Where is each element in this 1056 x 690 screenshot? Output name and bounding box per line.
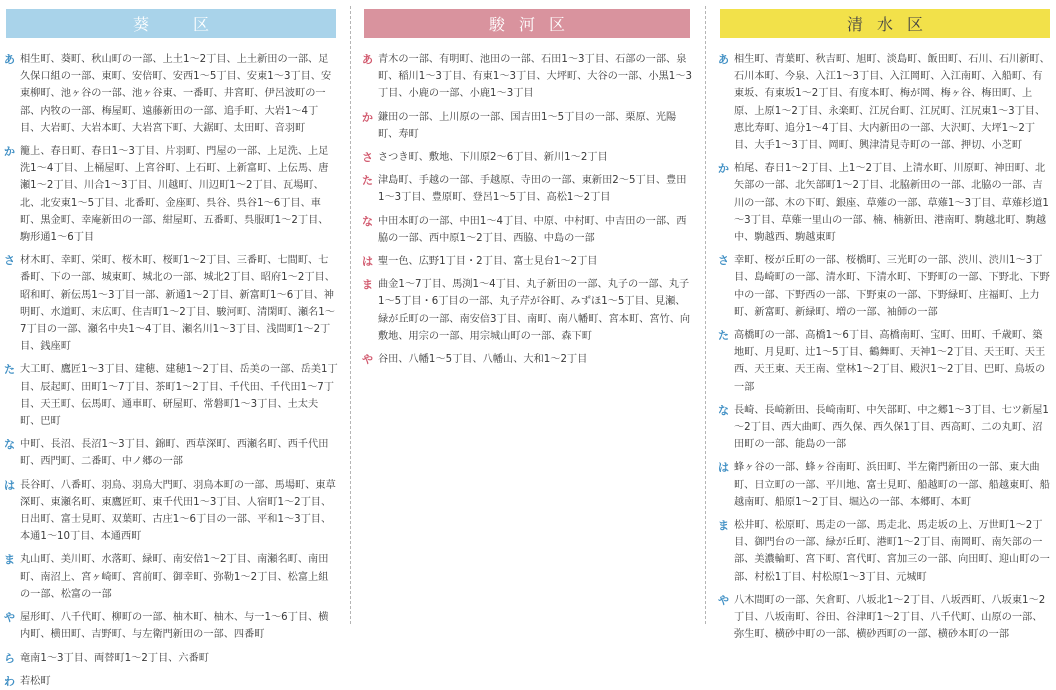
- address-text: 竜南1～3丁目、両替町1～2丁目、六番町: [20, 652, 209, 664]
- kana-row: [718, 160, 1052, 246]
- kana-label: さ: [4, 254, 15, 268]
- kana-row: [362, 172, 692, 206]
- address-text: 谷田、八幡1～5丁目、八幡山、大和1～2丁目: [378, 354, 588, 366]
- kana-label: あ: [362, 53, 373, 66]
- kana-label: や: [362, 353, 373, 367]
- address-text: 中町、長沼、長沼1～3丁目、錦町、西草深町、西瀬名町、西千代田町、西門町、二番町、中ノ郷の一部: [20, 439, 329, 468]
- kana-row: [362, 109, 692, 143]
- address-text: 蜂ヶ谷の一部、蜂ヶ谷南町、浜田町、半左衛門新田の一部、東大曲町、日立町の一部、平川地、富士見町、船越町の一部、船越東町、船越南町、船原1～2丁目、堀込の一部、本郷町、本町: [734, 462, 1050, 508]
- kana-label: は: [362, 255, 373, 269]
- kana-row: [4, 673, 338, 690]
- kana-label: わ: [4, 674, 15, 688]
- ward-title-banner: [720, 9, 1050, 38]
- address-text: 丸山町、美川町、水落町、緑町、南安倍1～2丁目、南瀬名町、南田町、南沼上、宮ヶ崎町、宮前町、御幸町、弥勒1～2丁目、松富上組の一部、松富の一部: [20, 554, 329, 600]
- address-text: 籠上、春日町、春日1～3丁目、片羽町、門屋の一部、上足洗、上足洗1～4丁目、上桶屋町、上宮谷町、上石町、上新富町、上伝馬、唐瀬1～2丁目、川合1～3丁目、川越町、川辺町1～2丁目、瓦場町、北、北安東1～5丁目、北番町、金座町、呉谷、呉谷1～6丁目、車町、黒金町、幸庵新田の一部、紺屋町、五番町、呉服町1～2丁目、駒形通1～6丁目: [20, 146, 329, 244]
- address-text: 材木町、幸町、栄町、桜木町、桜町1～2丁目、三番町、七間町、七番町、下の一部、城東町、城北の一部、城北2丁目、昭府1～2丁目、昭和町、新伝馬1～3丁目一部、新通1～2丁目、新富町1～6丁目、神明町、水道町、末広町、住吉町1～2丁目、駿河町、清閑町、瀬名1～7丁目の一部、瀬名中央1～4丁目、瀬名川1～3丁目、浅間町1～2丁目、銭座町: [20, 255, 335, 353]
- address-text: 青木の一部、有明町、池田の一部、石田1～3丁目、石部の一部、泉町、稲川1～3丁目、有東1～3丁目、大坪町、大谷の一部、小黒1～3丁目、小鹿の一部、小鹿1～3丁目: [378, 54, 692, 100]
- ward-title-banner: [6, 9, 336, 38]
- address-text: 相生町、青葉町、秋吉町、旭町、淡島町、飯田町、石川、石川新町、石川本町、今泉、入江1～3丁目、入江岡町、入江南町、入船町、有東坂、有東坂1～2丁目、有度本町、梅が岡、梅ヶ谷、梅田町、上原、上原1～2丁目、永楽町、江尻台町、江尻町、江尻東1～3丁目、恵比寿町、追分1～4丁目、大内新田の一部、大沢町、大坪1～2丁目、大手1～3丁目、岡町、興津清見寺町の一部、押切、小芝町: [734, 54, 1050, 152]
- kana-label: は: [718, 461, 729, 475]
- kana-label: ま: [362, 278, 373, 292]
- ward-title: 葵 区: [132, 15, 223, 34]
- kana-row: [4, 477, 338, 546]
- ward-title-banner: [364, 9, 690, 38]
- ward-title: 駿河区: [488, 15, 579, 34]
- kana-label: は: [4, 478, 15, 492]
- address-text: 曲金1～7丁目、馬渕1～4丁目、丸子新田の一部、丸子の一部、丸子1～5丁目・6丁目の一部、丸子芹が谷町、みずほ1～5丁目、見瀬、緑が丘町の一部、南安倍3丁目、南町、南八幡町、宮本町、宮竹、向敷地、用宗の一部、用宗城山町の一部、森下町: [378, 279, 691, 342]
- kana-row: [362, 276, 692, 345]
- kana-label: さ: [718, 254, 729, 268]
- kana-row: [718, 517, 1052, 586]
- kana-label: か: [362, 110, 373, 124]
- kana-label: あ: [718, 53, 729, 66]
- address-text: 相生町、葵町、秋山町の一部、上土1～2丁目、上土新田の一部、足久保口組の一部、東町、安倍町、安西1～5丁目、安東1～3丁目、安東柳町、池ヶ谷の一部、池ヶ谷東、一番町、井宮町、伊呂波町の一部、内牧の一部、梅屋町、遠藤新田の一部、追手町、大岩1～4丁目、大岩町、大岩本町、大岩宮下町、大鋸町、太田町、音羽町: [20, 54, 332, 134]
- address-text: 長谷町、八番町、羽鳥、羽鳥大門町、羽鳥本町の一部、馬場町、東草深町、東瀬名町、東鷹匠町、東千代田1～3丁目、人宿町1～2丁目、日出町、富士見町、双葉町、古庄1～6丁目の一部、平和1～3丁目、本通1～10丁目、本通西町: [20, 479, 336, 543]
- kana-label: か: [4, 145, 15, 159]
- kana-label: か: [718, 162, 729, 176]
- address-text: 高橋町の一部、高橋1～6丁目、高橋南町、宝町、田町、千歳町、築地町、月見町、辻1～5丁目、鶴舞町、天神1～2丁目、天王町、天王西、天王東、天王南、堂林1～2丁目、殿沢1～2丁目、巴町、鳥坂の一部: [734, 330, 1046, 393]
- kana-row: [362, 253, 692, 270]
- address-text: 若松町: [20, 675, 51, 687]
- kana-label: や: [4, 611, 15, 625]
- kana-row: [718, 51, 1052, 154]
- address-text: 津島町、手越の一部、手越原、寺田の一部、東新田2～5丁目、豊田1～3丁目、豊原町、登呂1～5丁目、高松1～2丁目: [378, 175, 687, 204]
- address-text: 幸町、桜が丘町の一部、桜橋町、三光町の一部、渋川、渋川1～3丁目、島崎町の一部、清水町、下清水町、下野町の一部、下野北、下野中の一部、下野西の一部、下野東の一部、下野緑町、庄福町、上力町、新富町、新緑町、増の一部、袖師の一部: [734, 255, 1050, 318]
- kana-label: な: [718, 403, 729, 417]
- kana-label: ま: [4, 553, 15, 567]
- kana-row: [718, 402, 1052, 454]
- address-text: 屋形町、八千代町、柳町の一部、柚木町、柚木、与一1～6丁目、横内町、横田町、吉野町、与左衛門新田の一部、四番町: [20, 612, 329, 641]
- address-text: さつき町、敷地、下川原2～6丁目、新川1～2丁目: [378, 152, 608, 164]
- address-text: 八木間町の一部、矢倉町、八坂北1～2丁目、八坂西町、八坂東1～2丁目、八坂南町、谷田、谷津町1～2丁目、八千代町、山原の一部、弥生町、横砂中町の一部、横砂西町の一部、横砂本町の一部: [734, 594, 1046, 641]
- address-list: [4, 51, 338, 690]
- ward-title: 清水区: [846, 15, 937, 34]
- kana-label: な: [362, 214, 373, 228]
- kana-label: ら: [4, 651, 15, 665]
- kana-label: あ: [4, 53, 15, 66]
- kana-row: [718, 592, 1052, 644]
- address-text: 鎌田の一部、上川原の一部、国吉田1～5丁目の一部、栗原、光陽町、寿町: [378, 111, 677, 140]
- aoi-ward-column: [4, 0, 338, 688]
- shimizu-ward-column: [718, 0, 1052, 641]
- kana-row: [362, 351, 692, 368]
- address-list: [362, 51, 692, 368]
- kana-row: [362, 213, 692, 247]
- column-divider: [705, 6, 706, 624]
- kana-label: ま: [718, 519, 729, 533]
- kana-row: [362, 51, 692, 103]
- kana-row: [4, 436, 338, 470]
- kana-row: [718, 252, 1052, 321]
- kana-row: [362, 149, 692, 166]
- kana-label: や: [718, 593, 729, 607]
- address-text: 長崎、長崎新田、長崎南町、中矢部町、中之郷1～3丁目、七ツ新屋1～2丁目、西大曲町、西久保、西久保1丁目、西高町、二の丸町、沼田町の一部、能島の一部: [734, 404, 1049, 451]
- kana-row: [718, 459, 1052, 511]
- kana-row: [4, 650, 338, 667]
- kana-label: さ: [362, 151, 373, 165]
- address-text: 聖一色、広野1丁目・2丁目、富士見台1～2丁目: [378, 256, 598, 268]
- kana-row: [4, 51, 338, 137]
- kana-label: た: [718, 329, 729, 343]
- suruga-ward-column: [362, 0, 692, 630]
- kana-row: [4, 252, 338, 355]
- kana-label: た: [362, 174, 373, 188]
- kana-label: な: [4, 438, 15, 452]
- address-list: [718, 51, 1052, 644]
- address-text: 松井町、松原町、馬走の一部、馬走北、馬走坂の上、万世町1～2丁目、御門台の一部、緑が丘町、港町1～2丁目、南岡町、南矢部の一部、美濃輪町、宮下町、宮代町、宮加三の一部、向田町、迎山町の一部、村松1丁目、村松原1～3丁目、元城町: [734, 520, 1050, 583]
- kana-row: [4, 143, 338, 246]
- kana-row: [4, 609, 338, 643]
- address-text: 中田本町の一部、中田1～4丁目、中原、中村町、中吉田の一部、西脇の一部、西中原1～2丁目、西脇、中島の一部: [378, 215, 687, 244]
- address-text: 柏尾、春日1～2丁目、上1～2丁目、上清水町、川原町、神田町、北矢部の一部、北矢部町1～2丁目、北脇新田の一部、北脇の一部、吉川の一部、木の下町、銀座、草薙の一部、草薙1～3丁目、草薙杉道1～3丁目、草薙一里山の一部、楠、楠新田、港南町、駒越北町、駒越中、駒越西、駒越東町: [734, 163, 1049, 244]
- kana-row: [4, 361, 338, 430]
- kana-label: た: [4, 363, 15, 377]
- kana-row: [718, 327, 1052, 396]
- kana-row: [4, 551, 338, 603]
- column-divider: [350, 6, 351, 624]
- address-text: 大工町、鷹匠1～3丁目、建穂、建穂1～2丁目、岳美の一部、岳美1丁目、辰起町、田町1～7丁目、茶町1～2丁目、千代田、千代田1～7丁目、天王町、伝馬町、通車町、研屋町、常磐町1～3丁目、土太夫町、巴町: [20, 364, 338, 428]
